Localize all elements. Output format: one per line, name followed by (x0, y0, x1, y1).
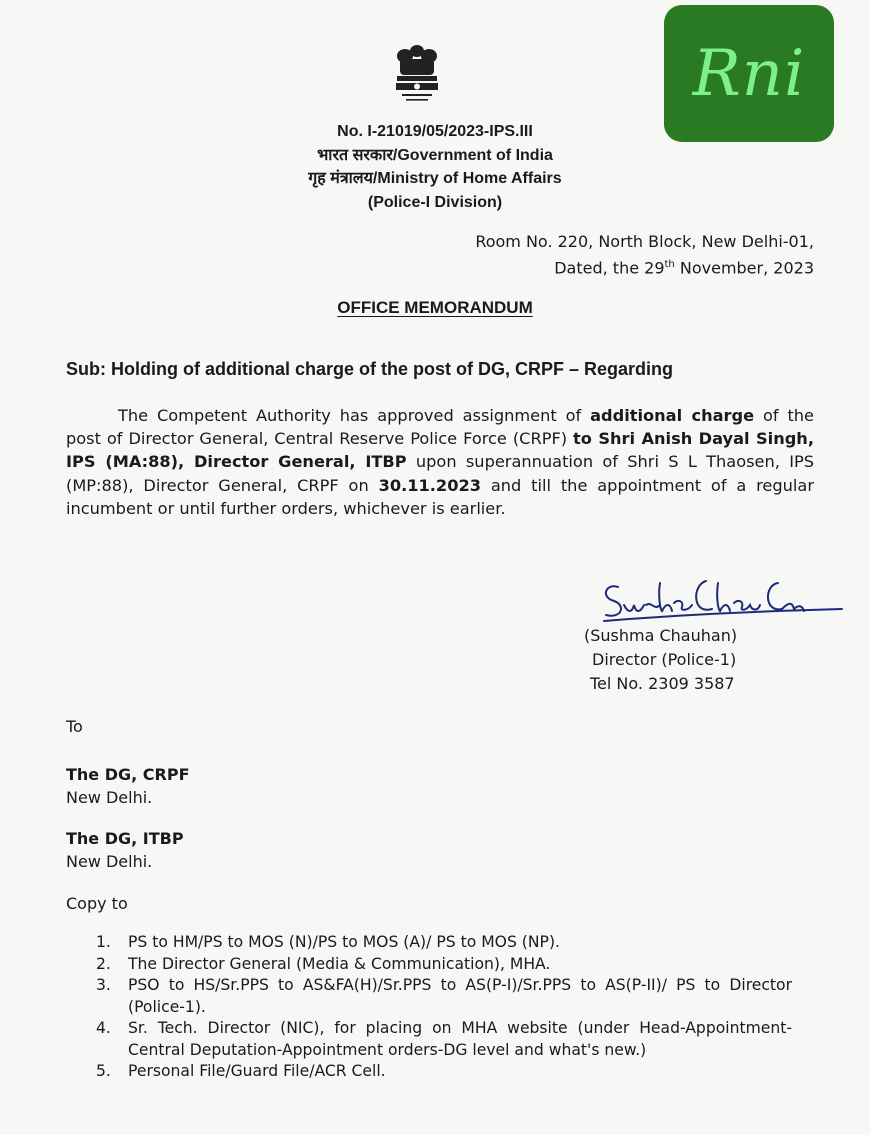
body-text: upon superannuation of Shri S L Thaosen, IPS (MP:88), Director General, CRPF on (66, 452, 815, 495)
date-line (475, 253, 814, 279)
copy-list (96, 932, 792, 1083)
recipient-title: The DG, CRPF (66, 765, 190, 784)
body-bold: additional charge (590, 406, 755, 425)
signatory-block (584, 624, 737, 696)
signatory-name: (Sushma Chauhan) (584, 626, 738, 645)
to-label: To (66, 717, 83, 736)
govt-of-india-line: भारत सरकार/Government of India (317, 146, 553, 164)
list-item (96, 932, 792, 954)
list-number: 2. (96, 954, 111, 973)
list-item (96, 1018, 792, 1061)
recipient-title: The DG, ITBP (66, 829, 184, 848)
list-number: 5. (96, 1062, 111, 1080)
address-block (475, 230, 814, 279)
list-text: PSO to HS/Sr.PPS to AS&FA(H)/Sr.PPS to AS(P-I)/Sr.PPS to AS(P-II)/ PS to Director (Police-1). (128, 976, 792, 1016)
signatory-tel: Tel No. 2309 3587 (590, 674, 735, 693)
address-line: Room No. 220, North Block, New Delhi-01, (475, 232, 814, 251)
body-bold: to Shri Anish Dayal Singh, IPS (MA:88), Director General, ITBP (66, 429, 814, 472)
subject-line: Sub: Holding of additional charge of the post of DG, CRPF – Regarding (66, 359, 673, 379)
ministry-line: गृह मंत्रालय/Ministry of Home Affairs (308, 170, 562, 187)
list-item (96, 1061, 792, 1083)
letterhead (190, 120, 680, 214)
list-number: 4. (96, 1019, 111, 1037)
copy-to-label: Copy to (66, 894, 128, 913)
rni-logo-badge (664, 5, 834, 142)
body-bold: 30.11.2023 (378, 475, 481, 495)
list-number: 1. (96, 933, 111, 951)
memo-title-text: OFFICE MEMORANDUM (337, 298, 533, 317)
recipient (66, 763, 190, 809)
recipient-place: New Delhi. (66, 852, 153, 871)
date-suffix: November, 2023 (674, 258, 814, 278)
list-text: Personal File/Guard File/ACR Cell. (128, 1062, 386, 1080)
body-text: and till the appointment of a regular incumbent or until further orders, whichever is earlier. (66, 475, 815, 518)
list-item (96, 954, 792, 976)
list-text: The Director General (Media & Communication), MHA. (128, 954, 551, 973)
list-text: PS to HM/PS to MOS (N)/PS to MOS (A)/ PS to MOS (NP). (128, 933, 560, 951)
reference-number: No. I-21019/05/2023-IPS.III (337, 123, 533, 140)
list-text: Sr. Tech. Director (NIC), for placing on MHA website (under Head-Appointment-Central Deputation-Appointment orders-DG level and what's new.) (128, 1019, 792, 1059)
memo-title (0, 298, 870, 318)
date-prefix: Dated, the 29 (554, 258, 665, 278)
body-text: of the post of Director General, Central Reserve Police Force (CRPF) (66, 406, 815, 449)
rni-logo-text: Rni (692, 36, 806, 111)
list-item (96, 975, 792, 1018)
division-line: (Police-I Division) (367, 193, 503, 211)
handwritten-signature (596, 575, 846, 625)
national-emblem-icon (388, 42, 446, 108)
list-number: 3. (96, 976, 111, 994)
date-sup: th (664, 259, 675, 270)
body-paragraph (66, 404, 814, 520)
signatory-designation: Director (Police-1) (592, 650, 737, 669)
body-text: The Competent Authority has approved assignment of (118, 406, 591, 425)
recipient-place: New Delhi. (66, 788, 153, 807)
recipient (66, 827, 184, 873)
